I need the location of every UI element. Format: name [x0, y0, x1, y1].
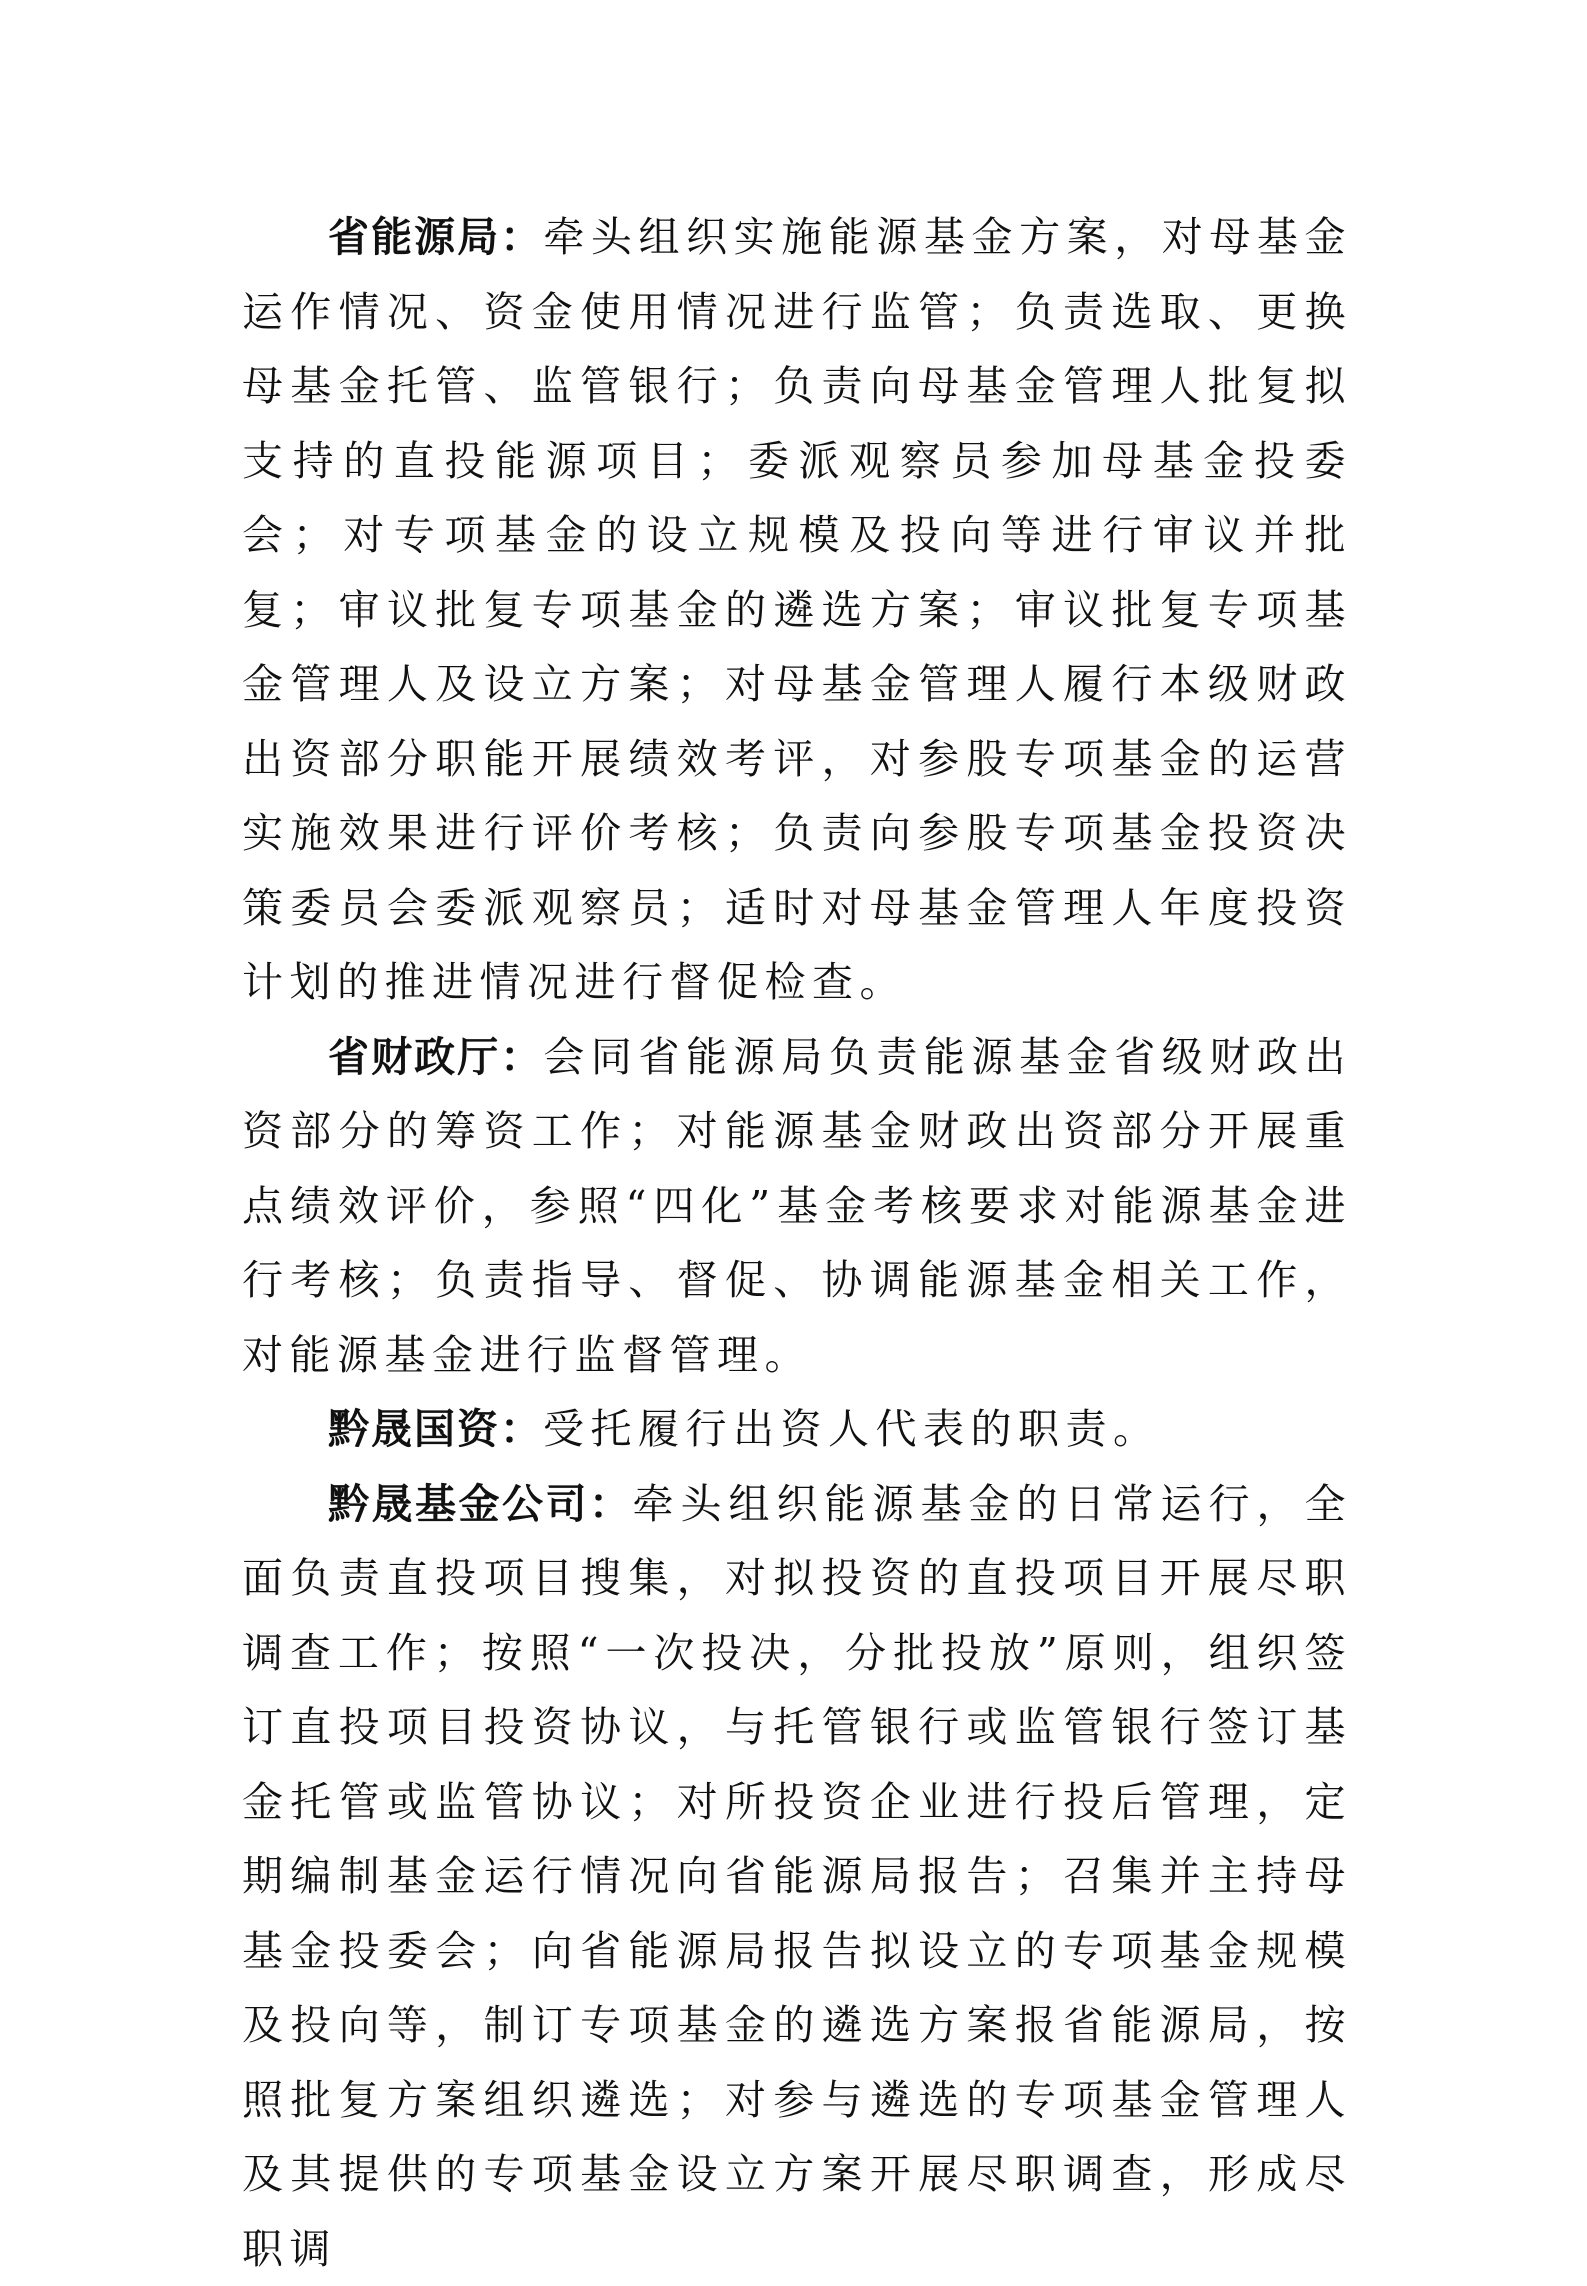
paragraph-finance-department	[242, 1020, 1352, 1393]
paragraph-qiansheng-fund-company	[242, 1467, 1352, 2286]
paragraph-lead: 省财政厅：	[328, 1033, 543, 1081]
paragraph-lead: 省能源局：	[328, 213, 543, 261]
paragraph-text: 会同省能源局负责能源基金省级财政出资部分的筹资工作；对能源基金财政出资部分开展重点绩效评价，参照“四化”基金考核要求对能源基金进行考核；负责指导、督促、协调能源基金相关工作，对能源基金进行监督管理。	[242, 1033, 1352, 1379]
paragraph-energy-bureau	[242, 200, 1352, 1020]
paragraph-lead: 黔晟国资：	[328, 1405, 543, 1453]
document-body	[242, 200, 1352, 2286]
paragraph-lead: 黔晟基金公司：	[328, 1480, 633, 1528]
paragraph-text: 牵头组织能源基金的日常运行，全面负责直投项目搜集，对拟投资的直投项目开展尽职调查工作；按照“一次投决，分批投放”原则，组织签订直投项目投资协议，与托管银行或监管银行签订基金托管或监管协议；对所投资企业进行投后管理，定期编制基金运行情况向省能源局报告；召集并主持母基金投委会；向省能源局报告拟设立的专项基金规模及投向等，制订专项基金的遴选方案报省能源局，按照批复方案组织遴选；对参与遴选的专项基金管理人及其提供的专项基金设立方案开展尽职调查，形成尽职调	[242, 1480, 1352, 2273]
paragraph-qiansheng-state-assets	[242, 1392, 1352, 1467]
paragraph-text: 受托履行出资人代表的职责。	[543, 1405, 1161, 1453]
paragraph-text: 牵头组织实施能源基金方案，对母基金运作情况、资金使用情况进行监管；负责选取、更换母基金托管、监管银行；负责向母基金管理人批复拟支持的直投能源项目；委派观察员参加母基金投委会；对专项基金的设立规模及投向等进行审议并批复；审议批复专项基金的遴选方案；审议批复专项基金管理人及设立方案；对母基金管理人履行本级财政出资部分职能开展绩效考评，对参股专项基金的运营实施效果进行评价考核；负责向参股专项基金投资决策委员会委派观察员；适时对母基金管理人年度投资计划的推进情况进行督促检查。	[242, 213, 1352, 1006]
